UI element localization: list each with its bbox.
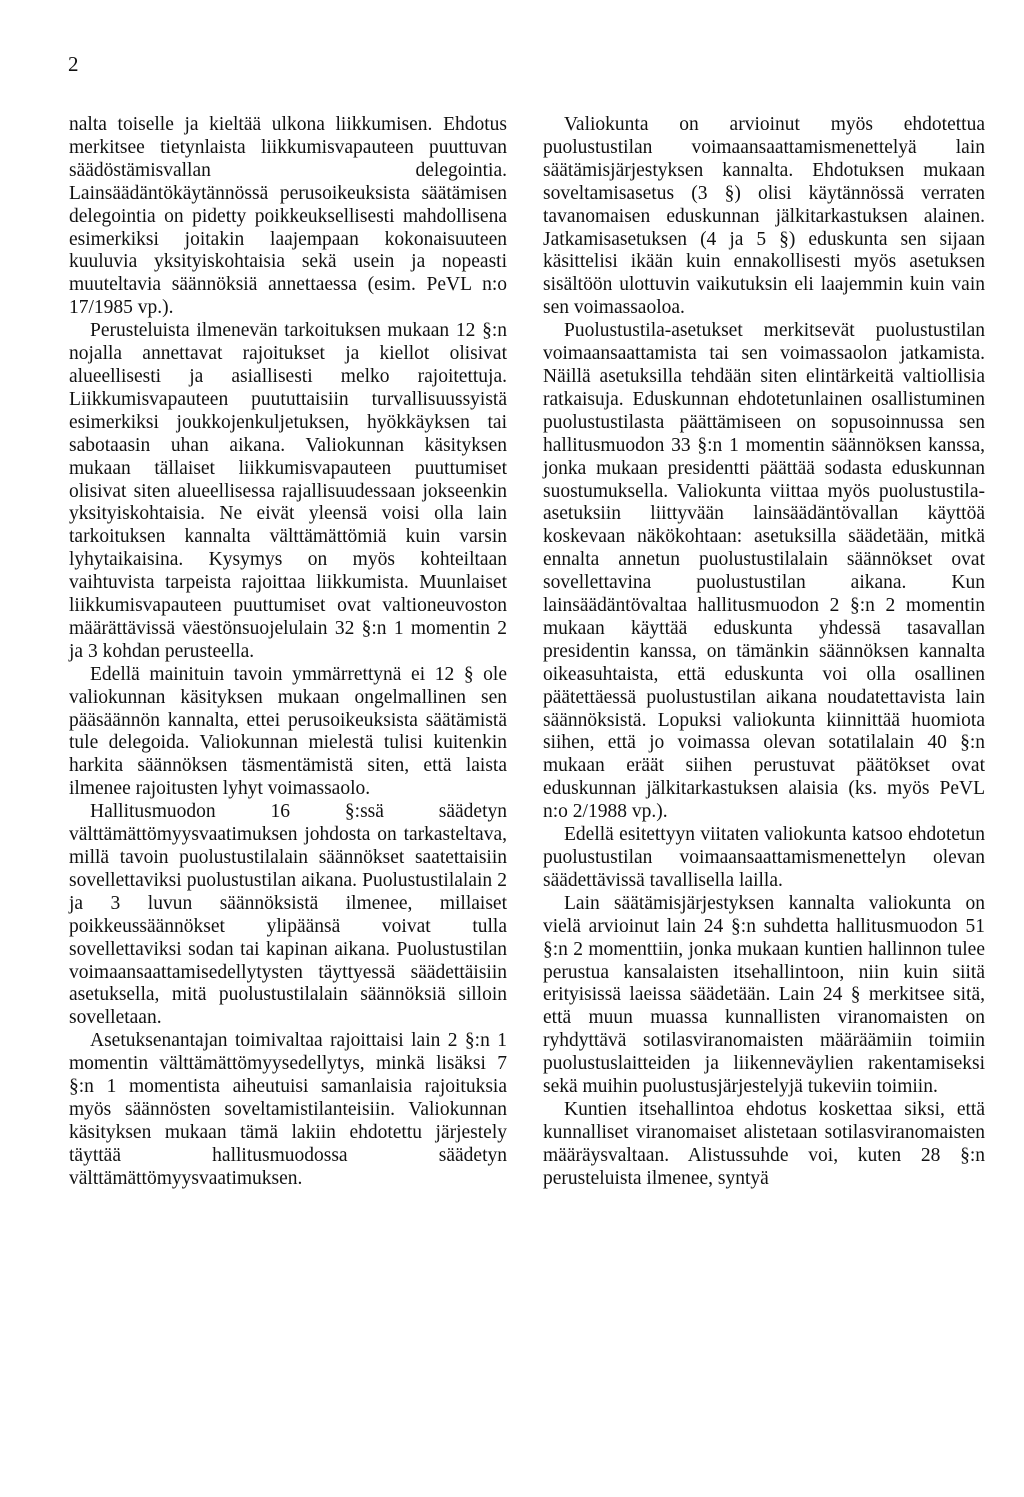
left-paragraph-5: Asetuksenantajan toimivaltaa rajoittaisi lain 2 §:n 1 momentin välttämättömyysedellytys, minkä lisäksi 7 §:n 1 momentista aiheutuisi samanlaisia rajoituksia myös säännösten soveltamistilanteisiin. Valiokunnan käsityksen mukaan tämä lakiin ehdotettu järjestely täyttää hallitusmuodossa säädetyn välttämättömyysvaatimuksen. xyxy=(69,1030,507,1189)
right-paragraph-4: Lain säätämisjärjestyksen kannalta valiokunta on vielä arvioinut lain 24 §:n suhdetta hallitusmuodon 51 §:n 2 momenttiin, jonka mukaan kuntien hallinnon tulee perustua kansalaisten itsehallintoon, niin kuin siitä erityisissä laeissa säädetään. Lain 24 § merkitsee sitä, että muun muassa kunnallisten viranomaisten on ryhdyttävä sotilasviranomaisten määräämiin toimiin puolustuslaitteiden ja liikenneväylien rakentamiseksi sekä muihin puolustusjärjestelyjä tukeviin toimiin. xyxy=(543,892,985,1098)
right-paragraph-3: Edellä esitettyyn viitaten valiokunta katsoo ehdotetun puolustustilan voimaansaattamismenettelyn olevan säädettävissä tavallisella lailla. xyxy=(543,824,985,891)
right-paragraph-1: Valiokunta on arvioinut myös ehdotettua puolustustilan voimaansaattamismenettelyä lain säätämisjärjestyksen kannalta. Ehdotuksen mukaan soveltamisasetus (3 §) olisi käytännössä verraten tavanomaisen eduskunnan jälkitarkastuksen alainen. Jatkamisasetuksen (4 ja 5 §) eduskunta sen sijaan käsittelisi ikään kuin ennakollisesti myös asetuksen sisältöön ulottuvin vaikutuksin eli laajemmin kuin vain sen voimassaoloa. xyxy=(543,114,985,319)
left-paragraph-2: Perusteluista ilmenevän tarkoituksen mukaan 12 §:n nojalla annettavat rajoitukset ja kiellot olisivat alueellisesti ja asiallisesti melko rajoitettuja. Liikkumisvapauteen puututtaisiin turvallisuussyistä esimerkiksi joukkojenkuljetuksen, hyökkäyksen tai sabotaasin uhan aikana. Valiokunnan käsityksen mukaan tällaiset liikkumisvapauteen puuttumiset olisivat siten alueellisessa rajallisuudessaan jokseenkin yksityiskohtaisia. Ne eivät yleensä voisi olla lain tarkoituksen kannalta välttämättömiä kuin varsin lyhytaikaisina. Kysymys on myös kohteiltaan vaihtuvista tarpeista rajoittaa liikkumista. Muunlaiset liikkumisvapauteen puuttumiset ovat valtioneuvoston määrättävissä väestönsuojelulain 32 §:n 1 momentin 2 ja 3 kohdan perusteella. xyxy=(69,320,507,662)
left-paragraph-4: Hallitusmuodon 16 §:ssä säädetyn välttämättömyysvaatimuksen johdosta on tarkasteltava, millä tavoin puolustustilalain säännökset saatettaisiin sovellettaviksi puolustustilan aikana. Puolustustilalain 2 ja 3 luvun säännöksistä ilmenee, millaiset poikkeussäännökset ylipäänsä voivat tulla sovellettaviksi sodan tai kapinan aikana. Puolustustilan voimaansaattamisedellytysten täyttyessä säädettäisiin asetuksella, mitä puolustustilalain säännöksiä silloin sovelletaan. xyxy=(69,801,507,1029)
left-paragraph-1: nalta toiselle ja kieltää ulkona liikkumisen. Ehdotus merkitsee tietynlaista liikkumisvapauteen puuttuvan säädöstämisvallan delegointia. Lainsäädäntökäytännössä perusoikeuksista säätämisen delegointia on pidetty poikkeuksellisesti mahdollisena esimerkiksi joitakin laajempaan kokonaisuuteen kuuluvia yksityiskohtaisia sekä usein ja nopeasti muuteltavia säännöksiä annettaessa (esim. PeVL n:o 17/1985 vp.). xyxy=(69,114,507,319)
right-column xyxy=(543,114,985,1191)
left-paragraph-3: Edellä mainituin tavoin ymmärrettynä ei 12 § ole valiokunnan käsityksen mukaan ongelmallinen sen pääsäännön kannalta, ettei perusoikeuksista säätämistä tule delegoida. Valiokunnan mielestä tulisi kuitenkin harkita säännöksen täsmentämistä siten, että laista ilmenee rajoitusten lyhyt voimassaolo. xyxy=(69,663,507,800)
right-paragraph-5: Kuntien itsehallintoa ehdotus koskettaa siksi, että kunnalliset viranomaiset alistetaan sotilasviranomaisten määräysvaltaan. Alistussuhde voi, kuten 28 §:n perusteluista ilmenee, syntyä xyxy=(543,1098,985,1189)
page-number: 2 xyxy=(68,52,79,76)
left-column xyxy=(69,114,507,1191)
right-paragraph-2: Puolustustila-asetukset merkitsevät puolustustilan voimaansaattamista tai sen voimassaolon jatkamista. Näillä asetuksilla tehdään siten elintärkeitä valtiollisia ratkaisuja. Eduskunnan ehdotetunlainen osallistuminen puolustustilasta päättämiseen on sopusoinnussa sen hallitusmuodon 33 §:n 1 momentin säännöksen kanssa, jonka mukaan presidentti päättää sodasta eduskunnan suostumuksella. Valiokunta viittaa myös puolustustila-asetuksiin liittyvään lainsäädäntövallan käyttöä koskevaan näkökohtaan: asetuksilla säädetään, mitkä ennalta annetun puolustustilalain säännökset ovat sovellettavina puolustustilan aikana. Kun lainsäädäntövaltaa hallitusmuodon 2 §:n 2 momentin mukaan käyttää eduskunta yhdessä tasavallan presidentin kanssa, on tämänkin säännöksen kannalta oikeasuhtaista, että eduskunta voi olla osallinen päätettäessä puolustustilan aikana noudatettavista lain säännöksistä. Lopuksi valiokunta kiinnittää huomiota siihen, että jo voimassa olevan sotatilalain 40 §:n mukaan eräät siihen perustuvat päätökset ovat eduskunnan jälkitarkastuksen alaisia (ks. myös PeVL n:o 2/1988 vp.). xyxy=(543,320,985,823)
